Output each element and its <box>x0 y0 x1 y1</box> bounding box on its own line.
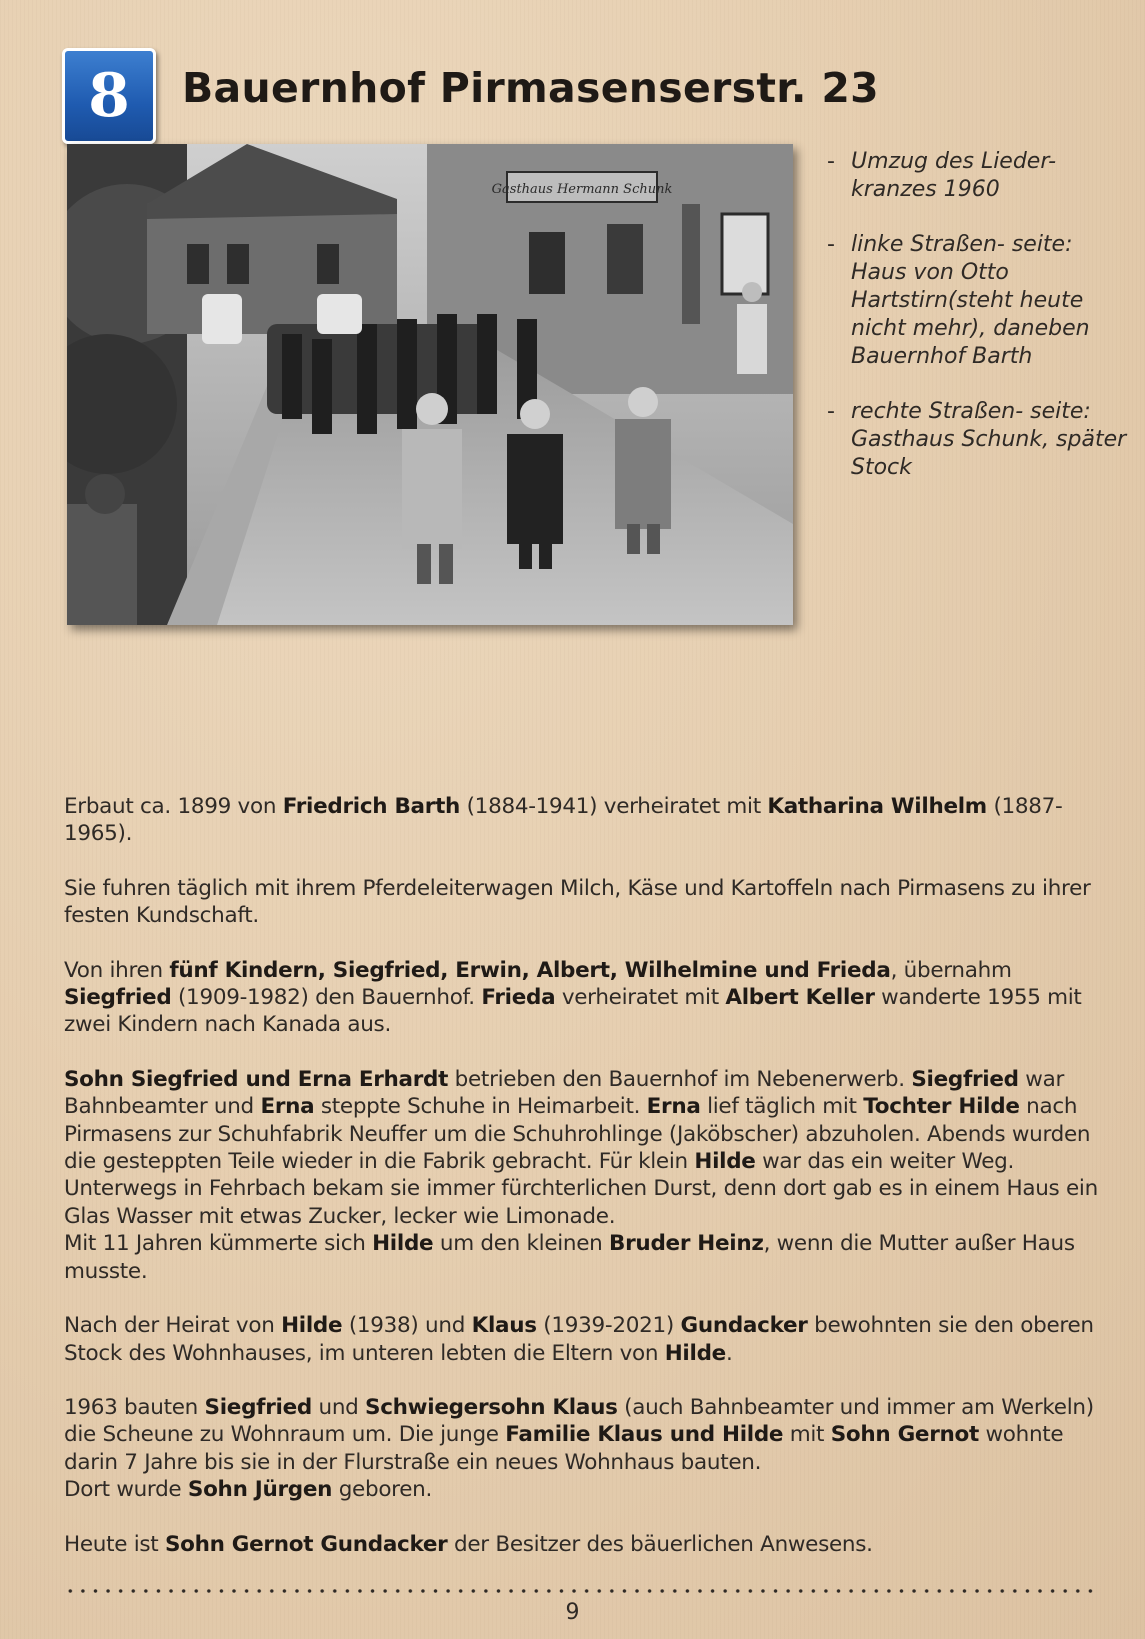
text-run: um den kleinen <box>433 1231 610 1257</box>
body-paragraph <box>64 1066 1104 1285</box>
text-run: mit <box>783 1422 831 1448</box>
bold-text: Hilde <box>664 1340 726 1366</box>
article-body <box>64 793 1104 1585</box>
bold-text: Sohn Gernot Gundacker <box>164 1531 448 1557</box>
section-number-badge <box>62 48 156 144</box>
bold-text: Katharina Wilhelm <box>767 794 987 819</box>
bold-text: Sohn Jürgen <box>187 1477 333 1503</box>
bold-text: Frieda <box>481 985 556 1011</box>
text-run: Nach der Heirat von <box>64 1313 282 1339</box>
photo-captions <box>827 148 1127 509</box>
text-run: (1938) und <box>342 1313 472 1339</box>
text-run: Sie fuhren täglich mit ihrem Pferdeleiterwagen Milch, Käse und Kartoffeln nach Pirmasens zu ihrer festen Kundschaft. <box>64 875 1091 929</box>
text-run: Dort wurde <box>64 1477 188 1503</box>
text-run: verheiratet mit <box>555 985 726 1011</box>
text-run: nach Pirmasens zur Schuhfabrik Neuffer um die Schuhrohlinge (Jaköbscher) abzuholen. Abends wurden die gesteppten Teile wieder in die Fabrik gebracht. Für klein <box>64 1094 1091 1175</box>
bold-text: Erna <box>646 1094 701 1120</box>
bold-text: Schwiegersohn Klaus <box>365 1394 618 1420</box>
bold-text: Bruder Heinz <box>609 1231 764 1257</box>
text-run: wohnte darin 7 Jahre bis sie in der Flurstraße ein neues Wohnhaus bauten. <box>64 1422 1064 1475</box>
text-run: , wenn die Mutter außer Haus musste. <box>64 1231 1075 1284</box>
bold-text: Friedrich Barth <box>282 794 461 819</box>
body-paragraph <box>64 957 1104 1039</box>
text-run: (1887-1965). <box>64 794 1063 847</box>
historic-parade-photo <box>67 144 793 625</box>
bold-text: Gundacker <box>680 1313 808 1339</box>
bold-text: Klaus <box>471 1313 537 1339</box>
dotted-divider <box>64 1588 1094 1594</box>
text-run: (1939-2021) <box>536 1313 681 1339</box>
text-run: Erbaut ca. 1899 von <box>64 794 283 819</box>
body-paragraph <box>64 1394 1104 1504</box>
text-run: Mit 11 Jahren kümmerte sich <box>64 1231 373 1257</box>
bold-text: Sohn Siegfried und Erna Erhardt <box>64 1066 449 1092</box>
text-run: betrieben den Bauernhof im Nebenerwerb. <box>448 1066 912 1092</box>
section-number: 8 <box>88 61 130 131</box>
bold-text: Sohn Gernot <box>830 1422 979 1448</box>
text-run: Von ihren <box>64 957 170 983</box>
bold-text: Siegfried <box>64 985 172 1011</box>
bold-text: fünf Kindern, Siegfried, Erwin, Albert, Wilhelmine und Frieda <box>169 957 891 983</box>
text-run: war das ein weiter Weg. Unterwegs in Fehrbach bekam sie immer fürchterlichen Durst, denn dort gab es in einem Haus ein Glas Wasser mit etwas Zucker, lecker wie Limonade. <box>64 1149 1098 1229</box>
text-run: (1909-1982) den Bauernhof. <box>171 985 482 1011</box>
text-run: bewohnten sie den oberen Stock des Wohnhauses, im unteren lebten die Eltern von <box>64 1313 1094 1366</box>
bold-text: Tochter Hilde <box>863 1094 1020 1120</box>
bold-text: Erna <box>260 1094 315 1120</box>
caption-item: - Umzug des Lieder- kranzes 1960 <box>827 148 1127 204</box>
photo-illustration <box>67 144 793 625</box>
bold-text: Familie Klaus und Hilde <box>505 1422 784 1448</box>
text-run: (auch Bahnbeamter und immer am Werkeln) die Scheune zu Wohnraum um. Die junge <box>64 1394 1094 1448</box>
text-run: und <box>311 1394 366 1420</box>
bold-text: Hilde <box>694 1149 756 1175</box>
bold-text: Siegfried <box>911 1066 1019 1092</box>
text-run: wanderte 1955 mit zwei Kindern nach Kanada aus. <box>64 985 1082 1038</box>
text-run: Heute ist <box>64 1531 165 1557</box>
text-run: , übernahm <box>890 957 1012 983</box>
body-paragraph <box>64 1312 1104 1367</box>
body-paragraph <box>64 1531 1104 1558</box>
bold-text: Siegfried <box>204 1394 312 1420</box>
caption-item: - rechte Straßen- seite: Gasthaus Schunk, später Stock <box>827 398 1127 482</box>
text-run: 1963 bauten <box>64 1394 205 1420</box>
photo-sign-text: Gasthaus Hermann Schunk <box>491 182 673 197</box>
bold-text: Albert Keller <box>725 985 875 1011</box>
caption-item: - linke Straßen- seite: Haus von Otto Hartstirn(steht heute nicht mehr), daneben Bauernhof Barth <box>827 231 1127 371</box>
body-paragraph <box>64 875 1104 930</box>
bold-text: Hilde <box>281 1313 343 1339</box>
page-title: Bauernhof Pirmasenserstr. 23 <box>182 64 880 112</box>
text-run: (1884-1941) verheiratet mit <box>460 794 768 819</box>
body-paragraph <box>64 793 1104 848</box>
bold-text: Hilde <box>372 1231 434 1257</box>
text-run: der Besitzer des bäuerlichen Anwesens. <box>447 1531 873 1557</box>
text-run: lief täglich mit <box>700 1094 864 1120</box>
page-number: 9 <box>565 1600 580 1625</box>
text-run: geboren. <box>332 1477 433 1503</box>
text-run: . <box>725 1340 733 1366</box>
text-run: war Bahnbeamter und <box>64 1066 1064 1120</box>
text-run: steppte Schuhe in Heimarbeit. <box>314 1094 647 1120</box>
